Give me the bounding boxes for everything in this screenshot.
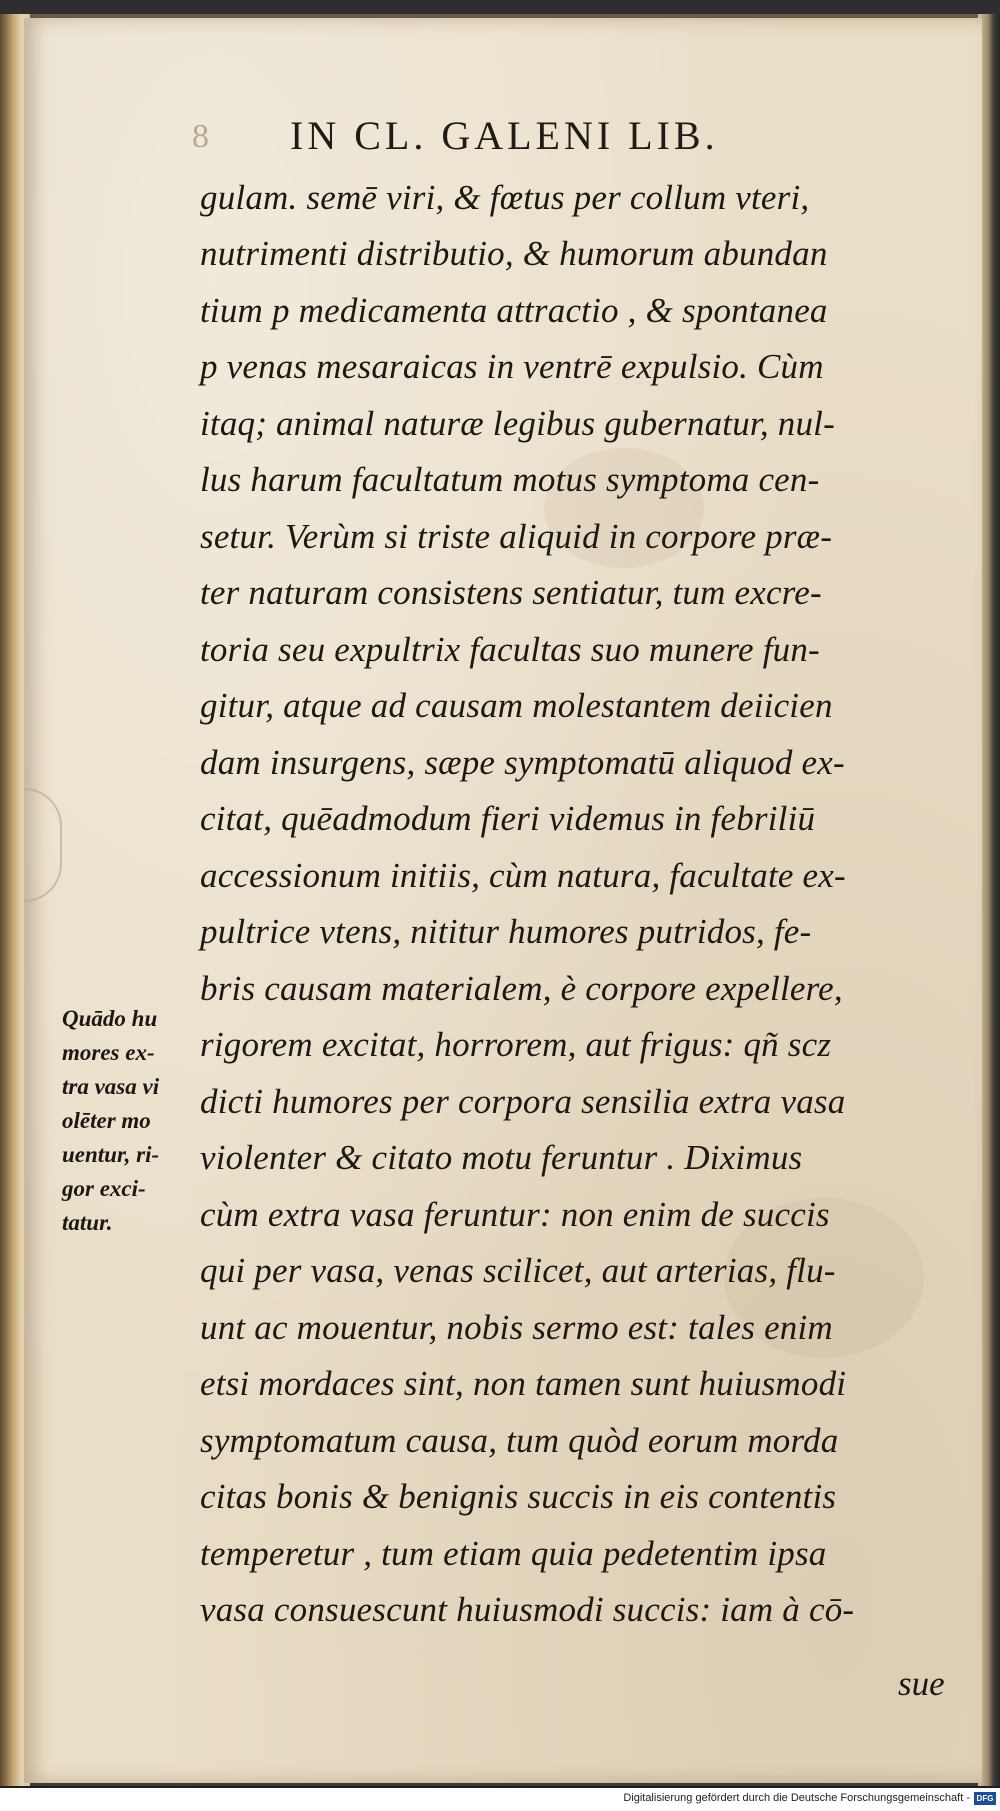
text-line: lus harum facultatum motus symptoma cen- [200, 460, 820, 499]
text-line: symptomatum causa, tum quòd eorum morda [200, 1421, 839, 1460]
text-line: gulam. semē viri, & fœtus per collum vteri, [200, 178, 810, 217]
text-line: pultrice vtens, nititur humores putridos, fe- [200, 912, 812, 951]
text-line: p venas mesaraicas in ventrē expulsio. Cùm [200, 347, 824, 386]
catchword: sue [898, 1664, 945, 1703]
text-line: citat, quēadmodum fieri videmus in febriliū [200, 799, 816, 838]
text-line: citas bonis & benignis succis in eis contentis [200, 1477, 837, 1516]
text-line: toria seu expultrix facultas suo munere fun- [200, 630, 820, 669]
margin-note-line: uentur, ri- [62, 1142, 160, 1167]
text-line: cùm extra vasa feruntur: non enim de succis [200, 1195, 830, 1234]
margin-note-line: olēter mo [62, 1108, 151, 1133]
margin-note-line: tatur. [62, 1210, 113, 1235]
footer-credit: Digitalisierung gefördert durch die Deutsche Forschungsgemeinschaft - [623, 1792, 970, 1804]
footer-bar [0, 1786, 1000, 1811]
margin-note-line: mores ex- [62, 1040, 155, 1065]
text-line: rigorem excitat, horrorem, aut frigus: qñ scz [200, 1025, 832, 1064]
text-line: gitur, atque ad causam molestantem deiicien [200, 686, 833, 725]
text-line: accessionum initiis, cùm natura, facultate ex- [200, 856, 846, 895]
margin-note-line: Quādo hu [62, 1006, 158, 1031]
text-line: unt ac mouentur, nobis sermo est: tales enim [200, 1308, 833, 1347]
text-line: ter naturam consistens sentiatur, tum excre- [200, 573, 822, 612]
text-line: itaq; animal naturæ legibus gubernatur, nul- [200, 404, 835, 443]
book-page [24, 18, 982, 1783]
text-line: violenter & citato motu feruntur . Diximus [200, 1138, 803, 1177]
margin-note-line: gor exci- [62, 1176, 146, 1201]
text-line: etsi mordaces sint, non tamen sunt huiusmodi [200, 1364, 847, 1403]
text-line: qui per vasa, venas scilicet, aut arterias, flu- [200, 1251, 836, 1290]
page-tab-shadow [24, 788, 62, 902]
running-head: IN CL. GALENI LIB. [290, 113, 719, 158]
text-line: temperetur , tum etiam quia pedetentim ipsa [200, 1534, 827, 1573]
page-number: 8 [192, 118, 209, 155]
margin-note-line: tra vasa vi [62, 1074, 160, 1099]
text-line: setur. Verùm si triste aliquid in corpore præ- [200, 517, 833, 556]
text-line: bris causam materialem, è corpore expellere, [200, 969, 843, 1008]
text-line: tium p medicamenta attractio , & spontanea [200, 291, 828, 330]
text-line: nutrimenti distributio, & humorum abundan [200, 234, 828, 273]
dfg-logo-icon: DFG [974, 1792, 996, 1805]
text-line: dam insurgens, sæpe symptomatū aliquod ex- [200, 743, 845, 782]
text-line: vasa consuescunt huiusmodi succis: iam à cō- [200, 1590, 855, 1629]
text-line: dicti humores per corpora sensilia extra vasa [200, 1082, 846, 1121]
